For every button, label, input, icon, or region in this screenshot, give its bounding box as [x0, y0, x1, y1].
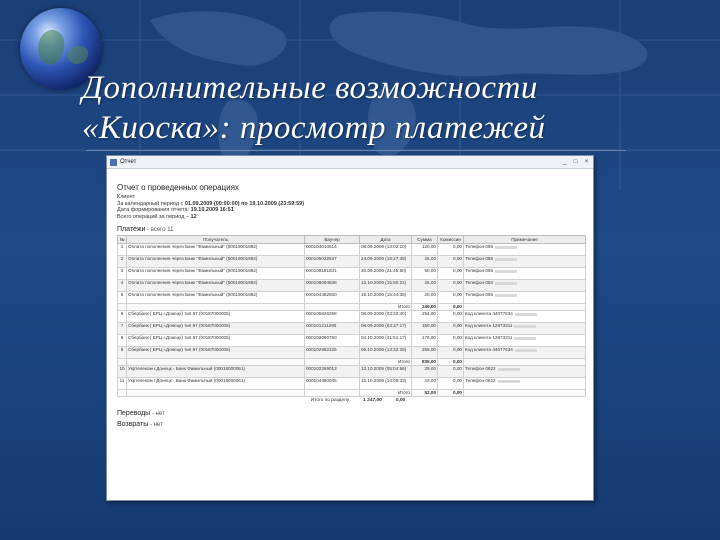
report-total-ops-value: 12	[190, 213, 197, 220]
report-period-label: За календарный период с	[117, 200, 185, 207]
col-header-note[interactable]: Примечание	[464, 236, 586, 244]
table-row[interactable]	[118, 347, 586, 359]
section-total-fee: 0,00	[395, 398, 406, 404]
cell-voucher: 000102090750	[305, 335, 360, 347]
globe-landmass	[33, 27, 69, 68]
window-title: Отчет	[120, 159, 137, 165]
masked-number	[495, 246, 517, 249]
cell-note: Телефон 095	[464, 292, 586, 304]
minimize-button[interactable]: _	[562, 159, 567, 165]
cell-date: 13.10.2009 (15:50:21)	[360, 280, 412, 292]
cell-date: 13.10.2009 (05:04:56)	[360, 366, 412, 378]
section-total	[117, 398, 585, 403]
table-row[interactable]	[118, 323, 586, 335]
cell-recipient: Сбербанк ( ЕРЦ г.Донецк) тип 87 (00187000005)	[127, 347, 305, 359]
cell-voucher: 000105022537	[305, 256, 360, 268]
cell-voucher: 000108181831	[305, 268, 360, 280]
cell-sum: 255,00	[412, 347, 438, 359]
table-row[interactable]	[118, 268, 586, 280]
maximize-button[interactable]: □	[573, 159, 578, 165]
masked-number	[498, 368, 520, 371]
cell-number: 8	[118, 335, 127, 347]
cell-fee: 0,00	[438, 304, 464, 311]
cell-sum: 254,00	[412, 311, 438, 323]
cell-number: 4	[118, 280, 127, 292]
cell-number: 11	[118, 378, 127, 390]
cell-fee: 0,00	[438, 280, 464, 292]
masked-number	[515, 313, 537, 316]
cell-number: 10	[118, 366, 127, 378]
col-header-number[interactable]: №	[118, 236, 127, 244]
cell-note: Код клиента 44077634	[464, 311, 586, 323]
cell-sum: 25,00	[412, 280, 438, 292]
transfers-value: - нет	[150, 411, 165, 418]
masked-number	[515, 349, 537, 352]
cell-recipient: Сбербанк ( ЕРЦ г.Донецк) тип 87 (00187000005)	[127, 323, 305, 335]
returns-section	[117, 421, 587, 428]
cell-date: 30.09.2009 (21:45:50)	[360, 268, 412, 280]
cell-sum: 20,00	[412, 292, 438, 304]
cell-number: 5	[118, 292, 127, 304]
cell-sum: 835,00	[412, 359, 438, 366]
subtotal-row[interactable]	[118, 390, 586, 397]
cell-number: 1	[118, 244, 127, 256]
table-row[interactable]	[118, 256, 586, 268]
report-client: Клиент	[117, 194, 136, 200]
cell-note	[464, 390, 586, 397]
report-window[interactable]	[106, 155, 594, 501]
col-header-voucher[interactable]: Ваучер	[305, 236, 360, 244]
returns-label: Возвраты	[117, 421, 149, 429]
close-button[interactable]: ×	[584, 159, 589, 165]
section-total-sum: 1 247,00	[363, 398, 382, 404]
masked-number	[514, 337, 536, 340]
cell-fee: 0,00	[438, 335, 464, 347]
cell-recipient: Оплата пополнения через Банк "Фамильный" (00019001892)	[127, 292, 305, 304]
report-period-value: 01.09.2009 (00:00:00) по 19.10.2009 (23:59:59)	[184, 200, 305, 207]
cell-sum: 240,00	[412, 304, 438, 311]
cell-number	[118, 390, 127, 397]
payments-section-title	[117, 226, 587, 233]
cell-note	[464, 359, 586, 366]
report-formed-value: 19.10.2009 16:51	[190, 207, 234, 214]
col-header-date[interactable]: Дата	[360, 236, 412, 244]
col-header-recipient[interactable]: Получатель	[127, 236, 305, 244]
subtotal-row[interactable]	[118, 359, 586, 366]
masked-number	[514, 325, 536, 328]
cell-recipient: Оплата пополнения через Банк "Фамильный" (00019001892)	[127, 268, 305, 280]
cell-number	[118, 359, 127, 366]
cell-fee: 0,00	[438, 323, 464, 335]
cell-fee: 0,00	[438, 292, 464, 304]
cell-note: Телефон 050	[464, 280, 586, 292]
cell-recipient: Укртелеком г.Донецк - Банк Фамильный (00018000061)	[127, 366, 305, 378]
cell-sum: 29,00	[412, 366, 438, 378]
table-row[interactable]	[118, 244, 586, 256]
report-total-ops-label: Всего операций за период –	[117, 213, 191, 220]
table-row[interactable]	[118, 280, 586, 292]
cell-date: Итого	[360, 359, 412, 366]
report-formed-label: Дата формирования отчета:	[117, 207, 191, 214]
cell-note: Код клиента 12973311	[464, 323, 586, 335]
report-content	[107, 169, 593, 500]
cell-sum: 23,00	[412, 378, 438, 390]
cell-recipient	[127, 304, 305, 311]
cell-note: Телефон 095	[464, 256, 586, 268]
cell-date: 05.10.2009 (13:32:28)	[360, 347, 412, 359]
window-app-icon	[110, 159, 117, 166]
cell-note: Телефон 0622	[464, 378, 586, 390]
cell-fee: 0,00	[438, 359, 464, 366]
masked-number	[498, 380, 520, 383]
cell-recipient: Сбербанк ( ЕРЦ г.Донецк) тип 87 (00187000005)	[127, 311, 305, 323]
cell-recipient: Оплата пополнения через Банк "Фамильный" (00019001892)	[127, 280, 305, 292]
subtotal-row[interactable]	[118, 304, 586, 311]
window-titlebar[interactable]	[107, 156, 593, 169]
report-period	[117, 201, 587, 208]
cell-sum: 176,00	[412, 335, 438, 347]
payments-table	[117, 235, 586, 397]
cell-voucher: 000104482930	[305, 292, 360, 304]
cell-recipient: Оплата пополнения через Банк "Фамильный" (00019001892)	[127, 256, 305, 268]
cell-date: Итого	[360, 390, 412, 397]
cell-note	[464, 304, 586, 311]
cell-number: 3	[118, 268, 127, 280]
col-header-fee[interactable]: Комиссия	[438, 236, 464, 244]
cell-date: 04.10.2009 (21:51:17)	[360, 335, 412, 347]
cell-fee: 0,00	[438, 378, 464, 390]
cell-recipient	[127, 390, 305, 397]
table-row[interactable]	[118, 292, 586, 304]
cell-date: 24.09.2009 (18:27:49)	[360, 256, 412, 268]
cell-voucher: 000104010614	[305, 244, 360, 256]
cell-date: 19.10.2009 (15:44:38)	[360, 292, 412, 304]
cell-recipient	[127, 359, 305, 366]
table-row[interactable]	[118, 366, 586, 378]
title-divider	[86, 150, 626, 151]
payments-table-body	[118, 244, 586, 397]
slide-title-line1: Дополнительные возможности	[82, 70, 538, 106]
masked-number	[495, 282, 517, 285]
cell-note: Телефон 095	[464, 268, 586, 280]
slide-title	[82, 68, 702, 148]
cell-number: 7	[118, 323, 127, 335]
cell-sum: 120,00	[412, 244, 438, 256]
report-formed	[117, 207, 587, 214]
cell-voucher	[305, 390, 360, 397]
cell-voucher	[305, 304, 360, 311]
returns-value: - нет	[148, 422, 163, 429]
report-total-ops	[117, 214, 587, 221]
cell-voucher: 000101211290	[305, 323, 360, 335]
cell-date: 13.10.2009 (14:08:33)	[360, 378, 412, 390]
cell-sum: 50,00	[412, 268, 438, 280]
slide-title-line2: «Киоска»: просмотр платежей	[82, 110, 546, 146]
cell-note: Телефон 095	[464, 244, 586, 256]
cell-date: 08.09.2009 (03:22:40)	[360, 311, 412, 323]
cell-number: 9	[118, 347, 127, 359]
cell-date: Итого	[360, 304, 412, 311]
masked-number	[495, 294, 517, 297]
cell-fee: 0,00	[438, 256, 464, 268]
cell-number	[118, 304, 127, 311]
table-header-row	[118, 236, 586, 244]
col-header-sum[interactable]: Сумма	[412, 236, 438, 244]
transfers-label: Переводы	[117, 410, 151, 418]
cell-voucher: 000105826258	[305, 311, 360, 323]
cell-fee: 0,00	[438, 311, 464, 323]
globe-landmass	[68, 46, 88, 64]
cell-recipient: Сбербанк ( ЕРЦ г.Донецк) тип 87 (00187000005)	[127, 335, 305, 347]
cell-voucher: 000102369013	[305, 366, 360, 378]
cell-sum: 52,00	[412, 390, 438, 397]
masked-number	[495, 270, 517, 273]
cell-voucher: 000102982225	[305, 347, 360, 359]
cell-note: Телефон 0622	[464, 366, 586, 378]
cell-voucher: 000108094538	[305, 280, 360, 292]
cell-fee: 0,00	[438, 390, 464, 397]
masked-number	[495, 258, 517, 261]
section-total-label: Итого по разделу	[310, 398, 350, 404]
cell-number: 6	[118, 311, 127, 323]
cell-sum: 25,00	[412, 256, 438, 268]
table-row[interactable]	[118, 378, 586, 390]
cell-fee: 0,00	[438, 347, 464, 359]
cell-date: 08.09.2009 (13:02:10)	[360, 244, 412, 256]
cell-sum: 150,00	[412, 323, 438, 335]
payments-count: - всего 11	[145, 227, 174, 234]
cell-fee: 0,00	[438, 366, 464, 378]
cell-fee: 0,00	[438, 244, 464, 256]
cell-voucher	[305, 359, 360, 366]
payments-label: Платежи	[117, 226, 146, 234]
transfers-section	[117, 410, 587, 417]
cell-voucher: 000104480045	[305, 378, 360, 390]
table-row[interactable]	[118, 335, 586, 347]
cell-recipient: Оплата пополнения через Банк "Фамильный" (00019001892)	[127, 244, 305, 256]
cell-note: Код клиента 44077634	[464, 347, 586, 359]
cell-number: 2	[118, 256, 127, 268]
cell-fee: 0,00	[438, 268, 464, 280]
report-heading: Отчет о проведенных операциях	[117, 183, 239, 192]
cell-note: Код клиента 12973311	[464, 335, 586, 347]
cell-date: 08.09.2009 (03:27:17)	[360, 323, 412, 335]
cell-recipient: Укртелеком г.Донецк - Банк Фамильный (00018000061)	[127, 378, 305, 390]
table-row[interactable]	[118, 311, 586, 323]
